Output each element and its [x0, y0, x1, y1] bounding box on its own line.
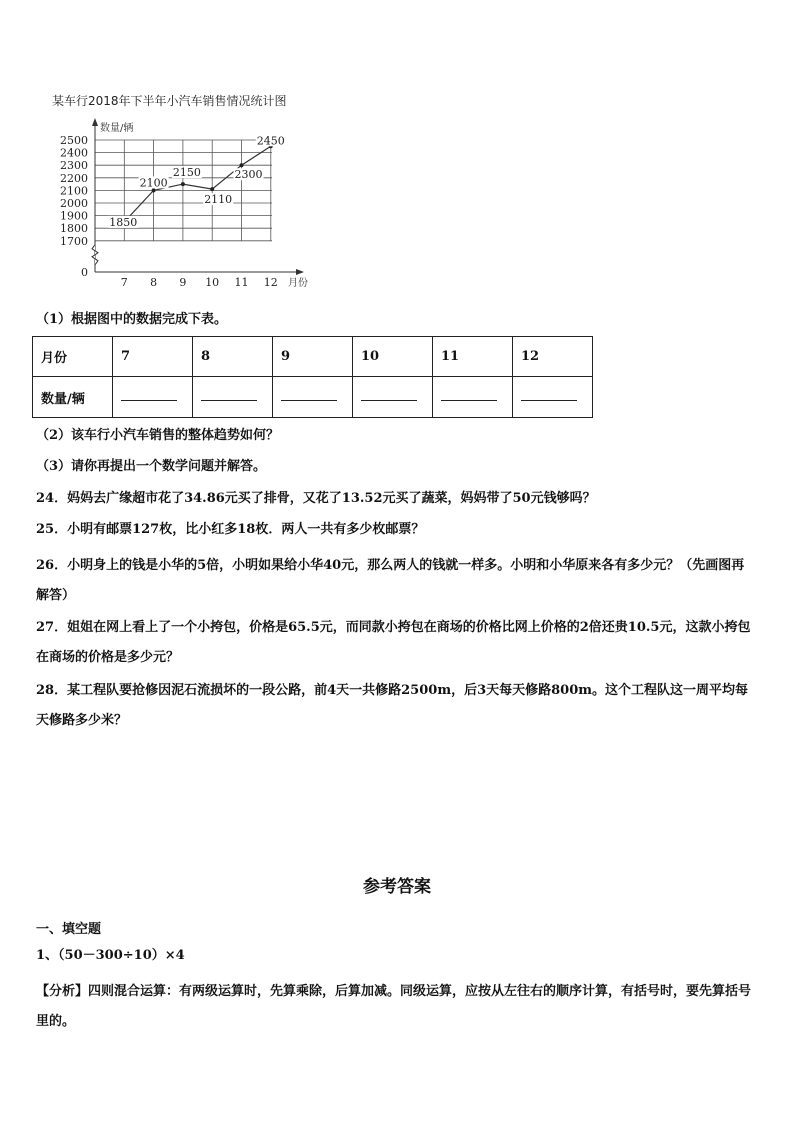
table-header-month: 月份: [33, 337, 113, 377]
answer-blank[interactable]: [513, 377, 593, 418]
table-cell-month: 7: [113, 337, 193, 377]
chart-title: 某车行2018年下半年小汽车销售情况统计图: [52, 94, 287, 108]
x-axis-label: 月份: [288, 278, 308, 289]
data-point: [181, 182, 185, 186]
question-27: 27．姐姐在网上看上了一个小挎包，价格是65.5元，而同款小挎包在商场的价格比网上价格的2倍还贵10.5元，这款小挎包在商场的价格是多少元？: [36, 620, 751, 665]
data-label: 2450: [256, 134, 285, 148]
section-heading: 一、填空题: [36, 922, 102, 937]
x-tick-label: 7: [120, 276, 128, 289]
table-row: [33, 337, 593, 377]
answer-blank[interactable]: [433, 377, 513, 418]
y-tick-label: 2100: [60, 184, 88, 198]
data-label: 1850: [109, 215, 138, 229]
data-point: [210, 187, 214, 191]
x-tick-labels: [121, 276, 278, 289]
y-tick-labels: [60, 134, 88, 279]
table-cell-month: 12: [513, 337, 593, 377]
data-label: 2100: [139, 176, 168, 190]
question-26: 26．小明身上的钱是小华的5倍，小明如果给小华40元，那么两人的钱就一样多。小明和小华原来各有多少元？（先画图再解答）: [36, 558, 745, 603]
y-tick-label: 2200: [60, 171, 88, 185]
data-point: [240, 163, 244, 167]
question-3: （3）请你再提出一个数学问题并解答。: [36, 459, 267, 474]
table-cell-month: 8: [193, 337, 273, 377]
y-tick-label: 2000: [60, 197, 88, 210]
x-tick-label: 10: [205, 276, 220, 289]
data-table: [32, 336, 593, 418]
analysis: 【分析】四则混合运算：有两级运算时，先算乘除，后算加减。同级运算，应按从左往右的顺序计算，有括号时，要先算括号里的。: [36, 984, 752, 1029]
y-axis-arrow: [92, 118, 98, 126]
question-28: 28．某工程队要抢修因泥石流损坏的一段公路，前4天一共修路2500m，后3天每天修路800m。这个工程队这一周平均每天修路多少米？: [36, 683, 749, 728]
question-1: （1）根据图中的数据完成下表。: [36, 312, 228, 327]
y-tick-label: 1700: [60, 234, 88, 248]
y-tick-label: 2500: [60, 134, 88, 147]
answer-blank[interactable]: [113, 377, 193, 418]
table-header-quantity: 数量/辆: [33, 377, 113, 418]
y-tick-label: 1900: [60, 209, 88, 223]
x-tick-label: 8: [150, 276, 158, 289]
question-24: 24．妈妈去广缘超市花了34.86元买了排骨，又花了13.52元买了蔬菜，妈妈带了50元钱够吗？: [36, 491, 596, 506]
answer-blank[interactable]: [353, 377, 433, 418]
y-tick-label: 2400: [60, 146, 88, 160]
y-axis-label: 数量/辆: [100, 123, 134, 134]
table-cell-month: 9: [273, 337, 353, 377]
x-axis-arrow: [296, 269, 304, 275]
axis-break: [92, 245, 98, 265]
answer-blank[interactable]: [193, 377, 273, 418]
x-tick-label: 12: [263, 276, 278, 289]
answers-title: 参考答案: [363, 877, 431, 897]
x-tick-label: 11: [234, 276, 249, 289]
question-25: 25．小明有邮票127枚，比小红多18枚．两人一共有多少枚邮票？: [36, 522, 425, 537]
y-tick-label: 0: [81, 266, 88, 279]
y-tick-label: 1800: [60, 222, 88, 236]
line-chart: [52, 112, 322, 294]
table-cell-month: 10: [353, 337, 433, 377]
data-label: 2110: [204, 193, 233, 207]
data-label: 2300: [234, 168, 263, 182]
y-tick-label: 2300: [60, 159, 88, 173]
data-label: 2150: [172, 166, 201, 180]
table-cell-month: 11: [433, 337, 513, 377]
x-tick-label: 9: [179, 276, 187, 289]
data-labels: [108, 134, 285, 229]
question-2: （2）该车行小汽车销售的整体趋势如何？: [36, 428, 280, 443]
answer-1: 1、（50－300÷10）×4: [36, 948, 185, 963]
answer-blank[interactable]: [273, 377, 353, 418]
table-row: [33, 377, 593, 418]
